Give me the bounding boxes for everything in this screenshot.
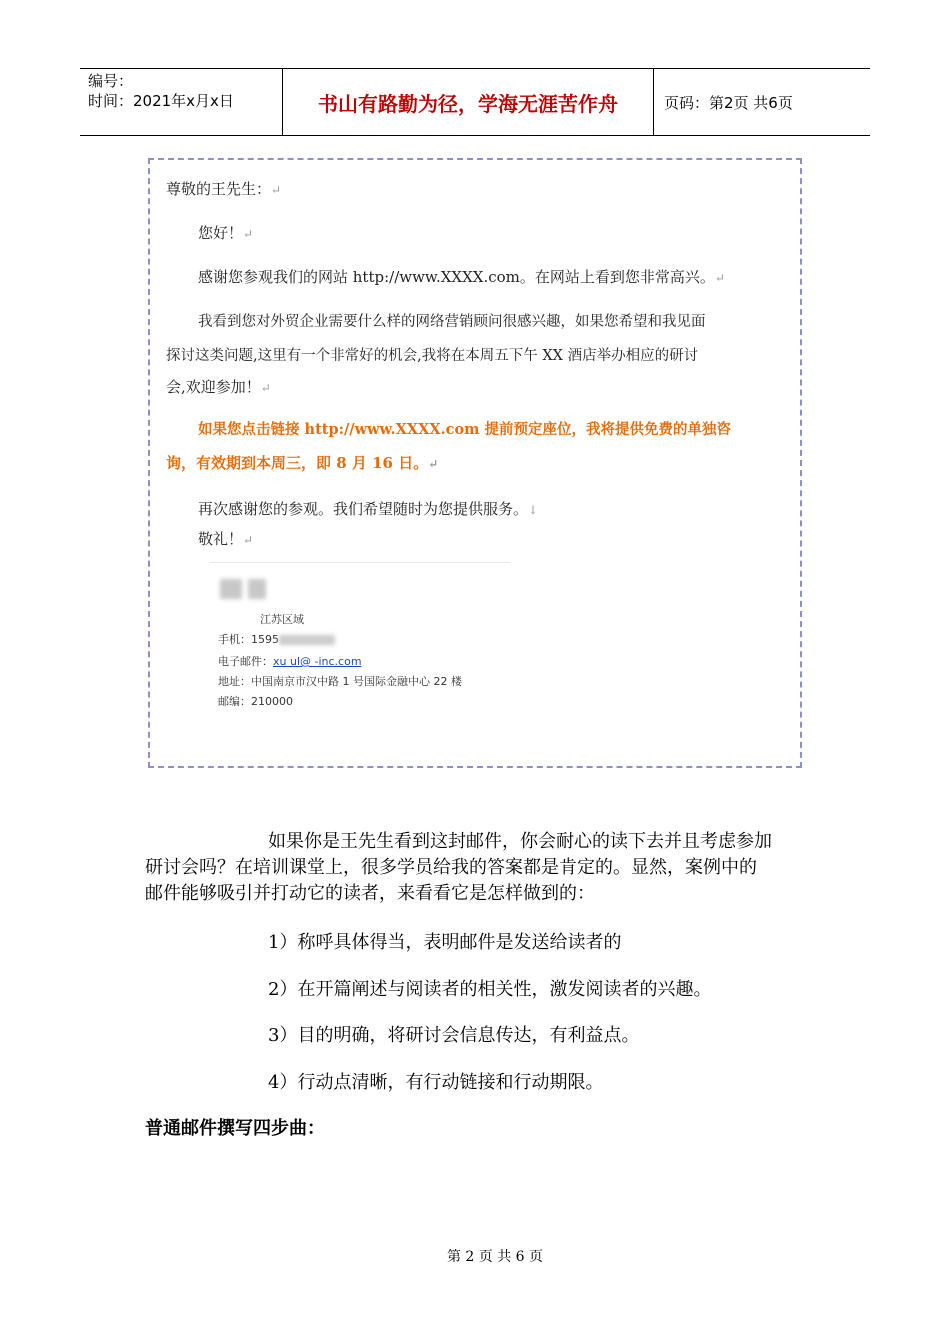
body-para-line3: 邮件能够吸引并打动它的读者，来看看它是怎样做到的： <box>145 883 595 904</box>
header-meta <box>80 69 282 135</box>
body-para-line2: 研讨会吗？在培训课堂上，很多学员给我的答案都是肯定的。显然，案例中的 <box>145 857 757 878</box>
email-line3b: 询，有效期到本周三，即 8 月 16 日。↵ <box>166 454 439 472</box>
header-motto: 书山有路勤为径，学海无涯苦作舟 <box>282 69 654 135</box>
email-line1: 感谢您参观我们的网站 http://www.XXXX.com。在网站上看到您非常高兴。↵ <box>198 268 725 286</box>
email-example-box <box>148 158 802 768</box>
list-item: 1）称呼具体得当，表明邮件是发送给读者的 <box>268 932 622 953</box>
blurred-name-2 <box>248 579 266 599</box>
email-closing: 敬礼！↵ <box>198 530 254 548</box>
signature-zip: 邮编：210000 <box>218 695 293 708</box>
email-line2c: 会,欢迎参加！↵ <box>166 378 271 396</box>
time-label: 时间：2021年x月x日 <box>88 92 234 110</box>
email-greeting: 尊敬的王先生：↵ <box>166 180 282 198</box>
signature-phone: 手机：1595 <box>218 631 335 647</box>
list-item: 3）目的明确，将研讨会信息传达，有利益点。 <box>268 1025 640 1046</box>
email-line4: 再次感谢您的参观。我们希望随时为您提供服务。↓ <box>198 500 539 518</box>
list-item: 4）行动点清晰，有行动链接和行动期限。 <box>268 1072 604 1093</box>
email-line3a: 如果您点击链接 http://www.XXXX.com 提前预定座位，我将提供免费的单独咨 <box>198 421 732 438</box>
list-item: 2）在开篇阐述与阅读者的相关性，激发阅读者的兴趣。 <box>268 979 712 1000</box>
email-line2b: 探讨这类问题,这里有一个非常好的机会,我将在本周五下午 XX 酒店举办相应的研讨 <box>166 348 699 364</box>
number-label: 编号： <box>88 72 134 90</box>
blurred-name <box>220 579 242 599</box>
document-header <box>80 68 870 136</box>
header-page-code: 页码：第2页 共6页 <box>664 93 793 112</box>
signature-address: 地址：中国南京市汉中路 1 号国际金融中心 22 楼 <box>218 675 462 688</box>
signature-region: 江苏区域 <box>260 613 304 626</box>
email-line2a: 我看到您对外贸企业需要什么样的网络营销顾问很感兴趣，如果您希望和我见面 <box>198 314 706 330</box>
signature-email: 电子邮件：xu ul@ -inc.com <box>218 655 362 668</box>
email-hello: 您好！↵ <box>198 224 254 242</box>
body-para-line1: 如果你是王先生看到这封邮件，你会耐心的读下去并且考虑参加 <box>268 831 772 852</box>
email-signature <box>210 562 510 723</box>
section-heading: 普通邮件撰写四步曲： <box>145 1118 325 1139</box>
page-footer: 第 2 页 共 6 页 <box>446 1249 544 1265</box>
